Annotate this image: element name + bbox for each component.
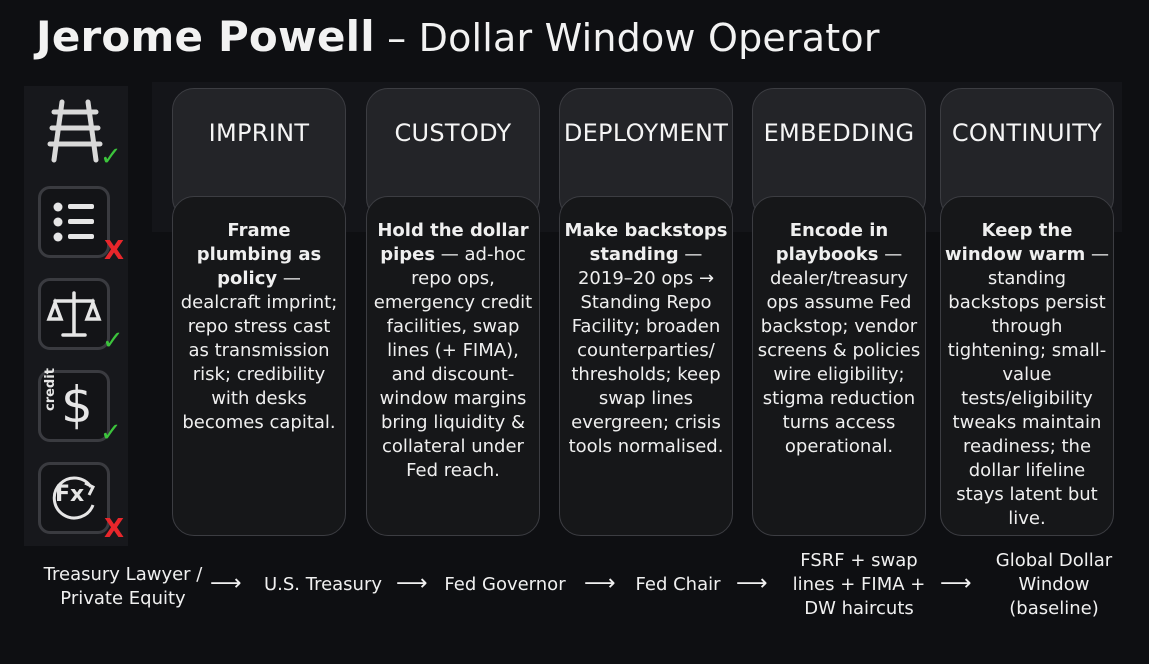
arrow-icon: ⟶ [736,571,768,596]
career-step: Global Dollar Window (baseline) [995,550,1113,619]
career-step: Fed Governor [444,574,566,595]
check-mark-icon: ✓ [100,418,122,448]
icon-tile-railroad [24,86,128,178]
career-step: FSRF + swap lines + FIMA + DW haircuts [792,550,926,619]
scales-of-justice-icon [38,278,110,350]
arrow-icon: ⟶ [396,571,428,596]
career-step: U.S. Treasury [263,574,383,595]
checklist-icon [38,186,110,258]
stage-text: — dealcraft imprint; repo stress cast as transmission risk; credibility with desks becomes capital. [180,268,338,433]
career-step: Treasury Lawyer / Private Equity [43,564,203,609]
stage-text: — 2019–20 ops → Standing Repo Facility; broaden counterparties/ thresholds; keep swap lines evergreen; crisis tools normalised. [568,244,724,457]
stage-card-continuity [940,196,1114,536]
stage-card-deployment [559,196,733,536]
stage-lead: Encode in playbooks [775,220,889,265]
stage-text: — ad-hoc repo ops, emergency credit facilities, swap lines (+ FIMA), and discount-window margins bring liquidity & collateral under Fed reach. [373,244,533,481]
cross-mark-icon: X [104,236,125,266]
stage-label: EMBEDDING [763,119,915,147]
cross-mark-icon: X [104,514,125,544]
stage-lead: Make backstops standing [564,220,728,265]
dollar-sign-glyph: $ [61,376,93,434]
credit-icon-text: credit [43,368,58,411]
stage-card-custody [366,196,540,536]
stage-card-embedding [752,196,926,536]
stage-lead: Frame plumbing as policy [196,220,322,289]
arrow-icon: ⟶ [584,571,616,596]
stage-lead: Hold the dollar pipes [377,220,529,265]
stage-lead: Keep the window warm [945,220,1086,265]
title-subtitle: – Dollar Window Operator [387,16,880,60]
arrow-icon: ⟶ [210,571,242,596]
fx-icon-text: Fx [55,482,85,507]
icon-tile-scales [24,270,128,362]
check-mark-icon: ✓ [102,326,124,356]
stage-label: CONTINUITY [951,119,1103,147]
stage-text: — dealer/treasury ops assume Fed backstop; vendor screens & policies wire eligibility; stigma reduction turns access operational. [757,244,921,457]
icon-tile-checklist [24,178,128,270]
check-mark-icon: ✓ [100,142,122,172]
fx-exchange-icon [38,462,110,534]
stage-text: — standing backstops persist through tightening; small-value tests/eligibility tweaks maintain readiness; the dollar lifeline stays latent but live. [947,244,1109,529]
stage-label: CUSTODY [394,119,512,147]
career-step: Fed Chair [635,574,721,595]
stage-card-imprint [172,196,346,536]
stage-label: IMPRINT [208,119,310,147]
icon-tile-credit [24,362,128,454]
stage-label: DEPLOYMENT [563,119,729,147]
icon-tile-fx [24,454,128,546]
page-title [36,12,880,61]
title-name: Jerome Powell [36,12,375,61]
arrow-icon: ⟶ [940,571,972,596]
